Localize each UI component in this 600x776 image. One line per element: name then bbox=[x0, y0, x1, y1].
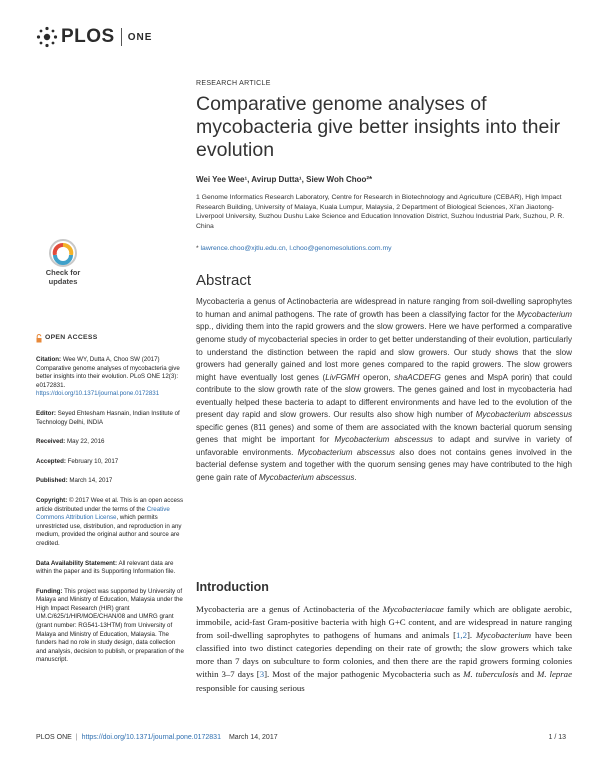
footer-doi-link[interactable]: https://doi.org/10.1371/journal.pone.0172831 bbox=[81, 734, 221, 741]
intro-italic: M. leprae bbox=[537, 669, 572, 680]
citation-text: Wee WY, Dutta A, Choo SW (2017) Comparative genome analyses of mycobacteria give better insights into their evolution. PLoS ONE 12(3): e0172831. bbox=[36, 356, 180, 389]
editor-block bbox=[36, 410, 186, 427]
abstract-seg: also does not contains genes involved in the bacterial defense system and together with the quorum sensing genes may have contributed to the high gene gain rate of bbox=[196, 447, 572, 483]
logo-divider bbox=[121, 28, 122, 46]
open-lock-icon bbox=[36, 334, 42, 343]
page-footer bbox=[36, 734, 566, 741]
author-list: Wei Yee Wee¹, Avirup Dutta¹, Siew Woh Choo²* bbox=[196, 175, 373, 184]
reference-link[interactable]: 1,2 bbox=[456, 630, 467, 641]
journal-logo bbox=[36, 26, 152, 48]
reference-link[interactable]: 3 bbox=[259, 669, 265, 680]
intro-seg: Mycobacteria are a genus of Actinobacteria of the bbox=[196, 604, 383, 614]
article-type: RESEARCH ARTICLE bbox=[196, 80, 271, 87]
citation-block bbox=[36, 356, 186, 399]
introduction-text bbox=[196, 603, 572, 695]
article-sidebar bbox=[36, 334, 186, 676]
abstract-italic: LivFGMH bbox=[325, 372, 360, 382]
check-for-updates-button[interactable] bbox=[36, 238, 90, 294]
intro-italic: Mycobacteriacae bbox=[382, 604, 444, 614]
intro-italic: M. tuberculosis bbox=[463, 669, 519, 680]
abstract-italic: shaACDEFG bbox=[394, 372, 441, 382]
accepted-block bbox=[36, 458, 186, 467]
accepted-date: February 10, 2017 bbox=[67, 457, 119, 465]
abstract-seg: Mycobacteria a genus of Actinobacteria are widespread in nature ranging from soil-dwelling saprophytes to human and animal pathogens. The rate of growth has been a classifying factor for the bbox=[196, 297, 572, 319]
abstract-seg: spp., dividing them into the rapid growers and the slow growers. Here we have performed a comparative genome study of mycobacterial species in order to get better understanding of their evolution, particularly to understand the distinction between the rapid and slow growers. Our study shows that the slow growers had generally gained and lost more genes compared to the rapid growers. The slow growers might have eventually lost genes ( bbox=[196, 322, 572, 382]
abstract-italic: Mycobacterium abscessus bbox=[334, 435, 433, 445]
copyright-label: Copyright: bbox=[36, 496, 68, 504]
corresponding-star: * bbox=[196, 245, 201, 253]
citation-label: Citation: bbox=[36, 356, 62, 363]
abstract-seg: specific genes (811 genes) and some of them are associated with the known bacterial quorum sensing genes that might be important for bbox=[196, 422, 572, 445]
corresponding-emails bbox=[196, 245, 572, 252]
published-label: Published: bbox=[36, 477, 68, 485]
article-title: Comparative genome analyses of mycobacteria give better insights into their evolution bbox=[196, 93, 561, 161]
published-date: March 14, 2017 bbox=[69, 477, 113, 485]
copyright-block bbox=[36, 497, 186, 549]
open-access-label: OPEN ACCESS bbox=[45, 334, 98, 342]
citation-doi-link[interactable]: https://doi.org/10.1371/journal.pone.0172831 bbox=[36, 390, 160, 398]
abstract-italic: Mycobacterium bbox=[517, 309, 572, 319]
abstract-seg: genes and MspA porin) that could contribute to the slow growth rate of the slow growers. The genes gained and lost in mycobacteria had eventually helped these bacteria to adapt to different environments and have led to the evolution of the present day rapid and slow growers. Our results also show high number of bbox=[196, 372, 572, 420]
abstract-italic: Mycobacterium abscessus bbox=[297, 447, 395, 457]
intro-seg: have been classified into two distinct categories depending on their rate of growth; the slow growers which take more than 7 days on subculture to form colonies, and then there are the rapid growers forming colonies within 3–7 days [ bbox=[196, 630, 572, 680]
data-availability-block bbox=[36, 560, 186, 577]
published-block bbox=[36, 477, 186, 486]
intro-seg: family which are obligate aerobic, immobile, acid-fast Gram-positive bacteria with high G+C content, and are widespread in nature ranging from soil-dwelling saprophytes to pathogens of humans and animals [ bbox=[196, 604, 572, 641]
abstract-seg: . bbox=[354, 473, 357, 483]
plos-logo-icon bbox=[36, 26, 58, 48]
article-main bbox=[196, 80, 572, 485]
abstract-seg: operon, bbox=[359, 372, 395, 382]
copyright-text: © 2017 Wee et al. This is an open access article distributed under the terms of the bbox=[36, 496, 184, 513]
editor-text: Seyed Ehtesham Hasnain, Indian Institute of Technology Delhi, INDIA bbox=[36, 409, 180, 426]
funding-block bbox=[36, 588, 186, 665]
abstract-italic: Mycobacterium abscessus bbox=[475, 410, 572, 420]
open-access-badge bbox=[36, 334, 186, 343]
footer-date: March 14, 2017 bbox=[228, 734, 278, 741]
crossmark-icon bbox=[36, 238, 90, 268]
copyright-text-end: , which permits unrestricted use, distribution, and reproduction in any medium, provided the original author and source are credited. bbox=[36, 514, 182, 547]
received-label: Received: bbox=[36, 438, 66, 446]
abstract-text bbox=[196, 296, 572, 484]
crossmark-label: Check for updates bbox=[45, 268, 81, 286]
intro-italic: Mycobacterium bbox=[475, 630, 532, 641]
data-availability-label: Data Availability Statement: bbox=[36, 559, 118, 567]
abstract-heading: Abstract bbox=[196, 272, 252, 290]
editor-label: Editor: bbox=[36, 409, 56, 417]
funding-label: Funding: bbox=[36, 587, 63, 595]
data-availability-text: All relevant data are within the paper and its Supporting Information file. bbox=[36, 559, 176, 576]
email-links[interactable]: lawrence.choo@xjtlu.edu.cn, l.choo@genomesolutions.com.my bbox=[200, 245, 392, 253]
received-block bbox=[36, 438, 186, 447]
page-number: 1 / 13 bbox=[548, 734, 566, 741]
footer-journal: PLOS ONE bbox=[36, 734, 72, 741]
abstract-seg: to adapt and survive in variety of unfavorable environments. bbox=[196, 435, 572, 457]
intro-seg: ]. Most of the major pathogenic Mycobacteria such as bbox=[264, 669, 464, 680]
received-date: May 22, 2016 bbox=[66, 438, 105, 446]
affiliations: 1 Genome Informatics Research Laboratory, Centre for Research in Biotechnology and Agriculture (CEBAR), High Impact Research Building, University of Malaya, Kuala Lumpur, Malaysia, 2 Department of Biological Sciences, Xi'an Jiaotong-Liverpool University, Suzhou Dushu Lake Science and Education Innovation District, Suzhou Industrial Park, Suzhou, P. R. China bbox=[196, 194, 565, 230]
intro-seg: and bbox=[518, 669, 537, 680]
accepted-label: Accepted: bbox=[36, 457, 66, 465]
license-link[interactable]: Creative Commons Attribution License bbox=[36, 505, 170, 522]
logo-text: PLOS bbox=[61, 26, 115, 47]
intro-seg: responsible for causing serious bbox=[196, 682, 305, 693]
introduction-heading: Introduction bbox=[196, 580, 269, 594]
intro-seg: ]. bbox=[467, 630, 476, 641]
abstract-italic: Mycobacterium abscessus bbox=[259, 473, 355, 483]
footer-separator: | bbox=[75, 734, 78, 741]
logo-subtext: ONE bbox=[127, 31, 153, 43]
funding-text: This project was supported by University of Malaya and Ministry of Education, Malaysia under the High Impact Research (HIR) grant UM.C/625/1/HIR/MOE/CHAN/08 and UMRG grant (grant number: RG541-13HTM) from University of Malaya and Ministry of Education, Malaysia. The funders had no role in study design, data collection and analysis, decision to publish, or preparation of the manuscript. bbox=[36, 587, 184, 664]
